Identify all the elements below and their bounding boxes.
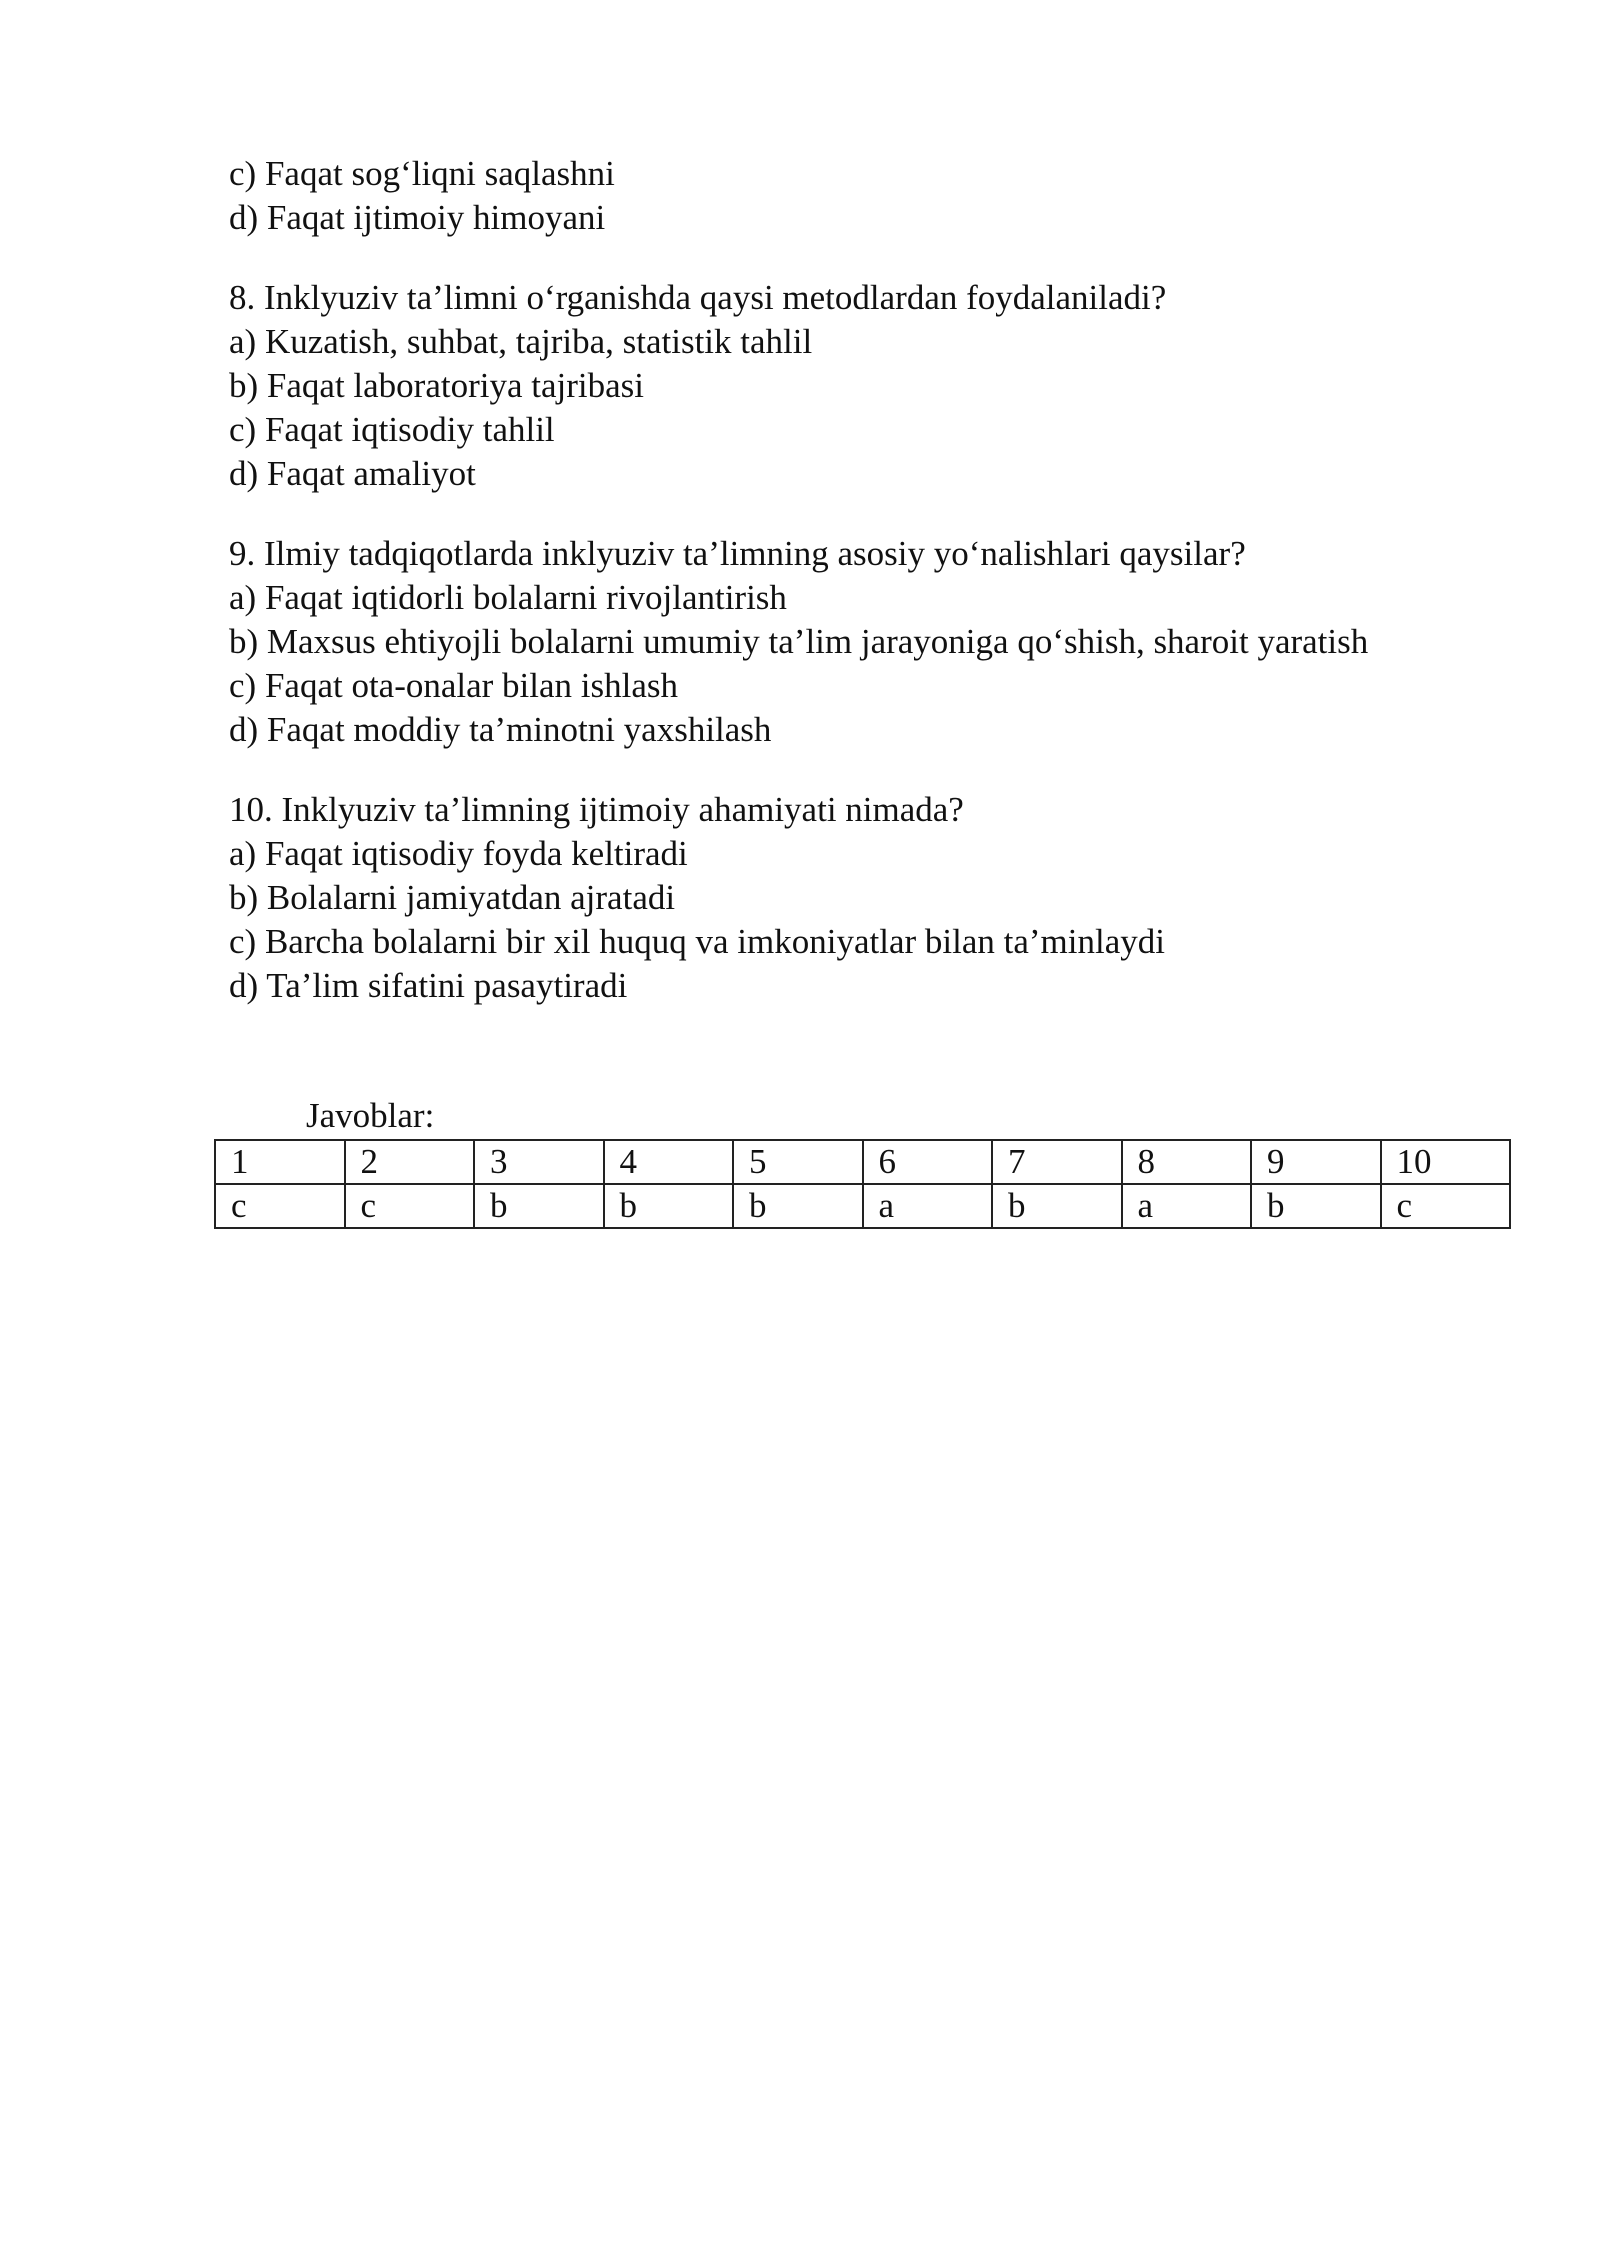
table-cell: b	[733, 1184, 863, 1228]
option-c: c) Faqat iqtisodiy tahlil	[229, 410, 555, 449]
option-a: a) Faqat iqtidorli bolalarni rivojlantirish	[229, 578, 787, 617]
table-cell: b	[474, 1184, 604, 1228]
question-text: 10. Inklyuziv ta’limning ijtimoiy ahamiyati nimada?	[229, 790, 964, 829]
question-8	[229, 276, 1529, 496]
table-row-numbers	[215, 1140, 1510, 1184]
table-cell: 3	[474, 1140, 604, 1184]
table-cell: b	[1251, 1184, 1381, 1228]
table-cell: b	[992, 1184, 1122, 1228]
table-cell: a	[863, 1184, 993, 1228]
table-cell: c	[1381, 1184, 1511, 1228]
table-row-letters	[215, 1184, 1510, 1228]
option-b: b) Maxsus ehtiyojli bolalarni umumiy ta’lim jarayoniga qo‘shish, sharoit yaratish	[229, 622, 1369, 661]
answers-table	[214, 1139, 1511, 1229]
answers-section	[214, 1094, 1514, 1229]
table-cell: 8	[1122, 1140, 1252, 1184]
table-cell: 7	[992, 1140, 1122, 1184]
table-cell: c	[215, 1184, 345, 1228]
table-cell: c	[345, 1184, 475, 1228]
option-a: a) Kuzatish, suhbat, tajriba, statistik tahlil	[229, 322, 813, 361]
option-d: d) Faqat ijtimoiy himoyani	[229, 198, 606, 237]
table-cell: a	[1122, 1184, 1252, 1228]
question-7-continuation	[229, 152, 1529, 240]
answers-title: Javoblar:	[306, 1096, 435, 1135]
table-cell: 5	[733, 1140, 863, 1184]
option-c: c) Faqat sog‘liqni saqlashni	[229, 154, 615, 193]
option-c: c) Barcha bolalarni bir xil huquq va imkoniyatlar bilan ta’minlaydi	[229, 922, 1165, 961]
table-cell: 1	[215, 1140, 345, 1184]
option-a: a) Faqat iqtisodiy foyda keltiradi	[229, 834, 688, 873]
option-d: d) Faqat moddiy ta’minotni yaxshilash	[229, 710, 772, 749]
question-text: 9. Ilmiy tadqiqotlarda inklyuziv ta’limning asosiy yo‘nalishlari qaysilar?	[229, 534, 1246, 573]
table-cell: b	[604, 1184, 734, 1228]
table-cell: 2	[345, 1140, 475, 1184]
questions-content	[229, 152, 1529, 1044]
option-c: c) Faqat ota-onalar bilan ishlash	[229, 666, 679, 705]
option-d: d) Faqat amaliyot	[229, 454, 476, 493]
table-cell: 6	[863, 1140, 993, 1184]
question-9	[229, 532, 1529, 752]
option-b: b) Faqat laboratoriya tajribasi	[229, 366, 644, 405]
question-10	[229, 788, 1529, 1008]
table-cell: 10	[1381, 1140, 1511, 1184]
question-text: 8. Inklyuziv ta’limni o‘rganishda qaysi metodlardan foydalaniladi?	[229, 278, 1167, 317]
table-cell: 4	[604, 1140, 734, 1184]
option-d: d) Ta’lim sifatini pasaytiradi	[229, 966, 628, 1005]
table-cell: 9	[1251, 1140, 1381, 1184]
option-b: b) Bolalarni jamiyatdan ajratadi	[229, 878, 676, 917]
